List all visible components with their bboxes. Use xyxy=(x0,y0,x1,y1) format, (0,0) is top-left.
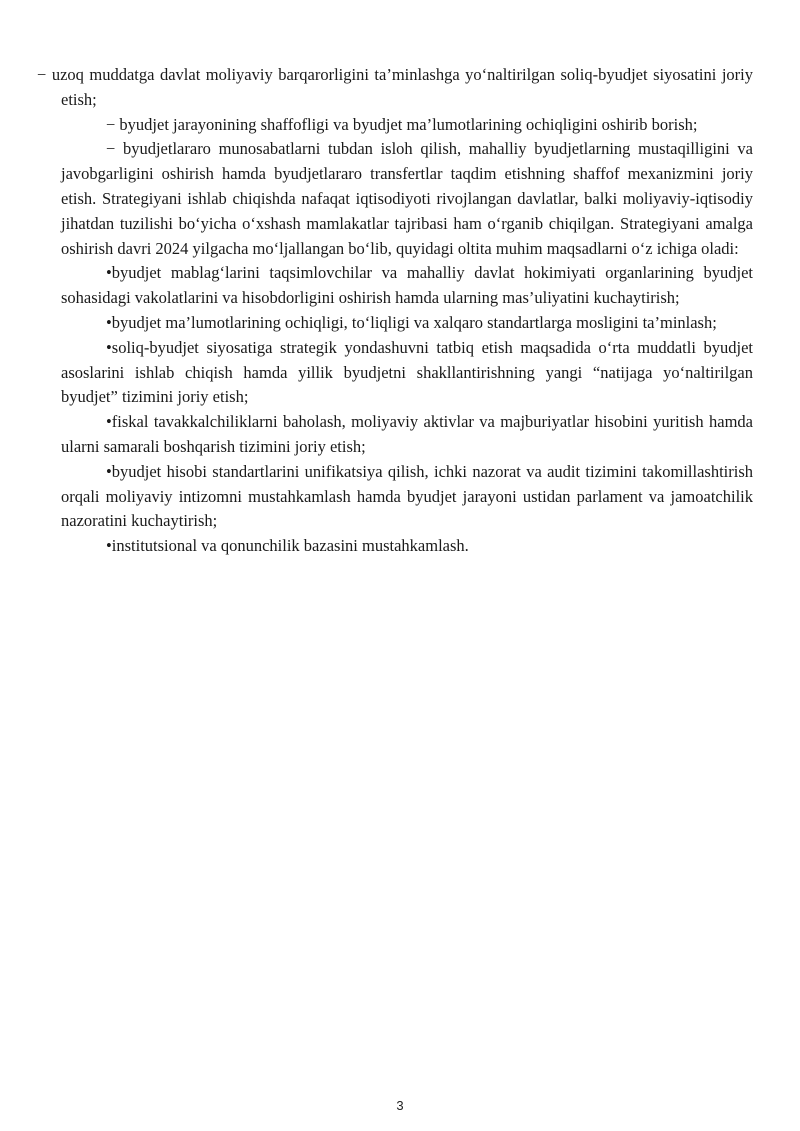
list-item-openness: •byudjet ma’lumotlarining ochiqligi, to‘liqligi va xalqaro standartlarga mosligini ta’minlash; xyxy=(106,312,717,332)
list-item-medium-term-budget: •soliq-byudjet siyosatiga strategik yondashuvni tatbiq etish maqsadida o‘rta muddatli byudjet asoslarini ishlab chiqish hamda yillik byudjetni shakllantirishning yangi “natijaga yo‘naltirilgan byudjet” tizimini joriy etish; xyxy=(61,337,753,407)
body-text xyxy=(37,63,753,559)
list-item-fiscal-risks: •fiskal tavakkalchiliklarni baholash, moliyaviy aktivlar va majburiyatlar hisobini yuritish hamda ularni samarali boshqarish tizimini joriy etish; xyxy=(61,412,753,456)
list-item-institutional-base: •institutsional va qonunchilik bazasini mustahkamlash. xyxy=(106,536,469,556)
paragraph-intergovernmental-relations: − byudjetlararo munosabatlarni tubdan isloh qilish, mahalliy byudjetlarning mustaqilligini va javobgarligini oshirish hamda byudjetlararo transfertlar taqdim etishning shaffof mexanizmini joriy etish. Strategiyani ishlab chiqishda nafaqat iqtisodiyoti rivojlangan davlatlar, balki moliyaviy-iqtisodiy jihatdan tuzilishi bo‘yicha o‘xshash mamlakatlar tajribasi ham o‘rganib chiqilgan. Strategiyani amalga oshirish davri 2024 yilgacha mo‘ljallangan bo‘lib, quyidagi oltita muhim maqsadlarni o‘z ichiga oladi: xyxy=(61,139,753,258)
page-number: 3 xyxy=(396,1098,404,1113)
list-item-accounting-standards: •byudjet hisobi standartlarini unifikatsiya qilish, ichki nazorat va audit tizimini takomillashtirish orqali moliyaviy intizomni mustahkamlash hamda byudjet jarayoni ustidan parlament va jamoatchilik nazoratini kuchaytirish; xyxy=(61,461,753,531)
paragraph-fiscal-policy: − uzoq muddatga davlat moliyaviy barqarorligini ta’minlashga yo‘naltirilgan soliq-byudjet siyosatini joriy etish; xyxy=(37,65,753,109)
list-item-accountability: •byudjet mablag‘larini taqsimlovchilar va mahalliy davlat hokimiyati organlarining byudjet sohasidagi vakolatlarini va hisobdorligini oshirish hamda ularning mas’uliyatini kuchaytirish; xyxy=(61,263,753,308)
paragraph-budget-transparency: − byudjet jarayonining shaffofligi va byudjet ma’lumotlarining ochiqligini oshirib borish; xyxy=(106,114,698,134)
